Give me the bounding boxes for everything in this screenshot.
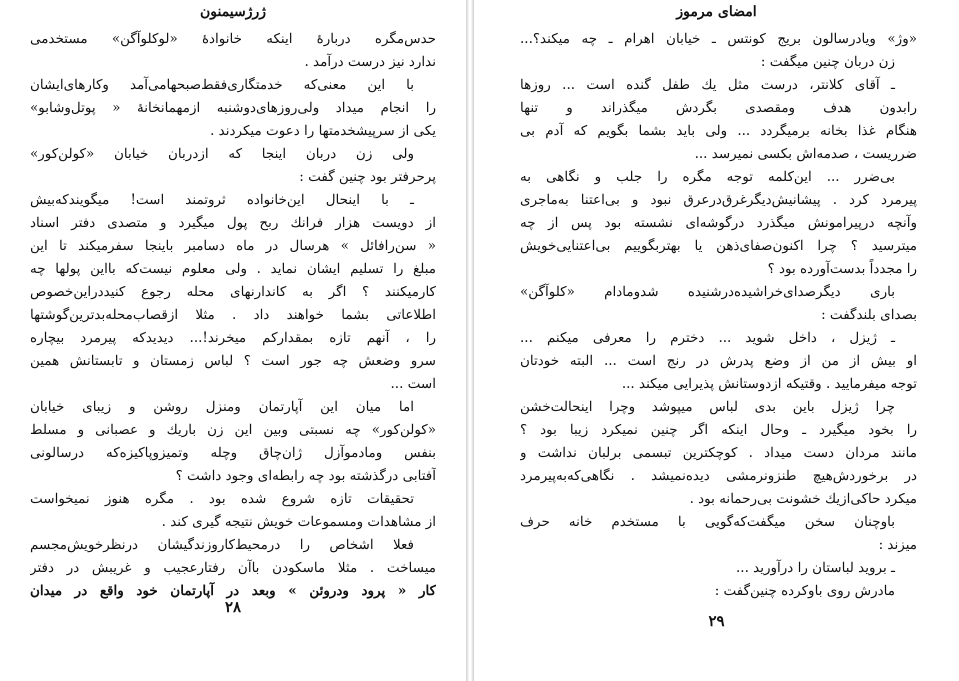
text-line: اطلاعاتی بشما خواهند داد . مثلا ازقصاب‌محله‌بدترین‌گوشتها: [30, 307, 436, 323]
text-line: پرحرفتر بود چنین گفت :: [299, 169, 436, 185]
text-line: را ، آنهم تازه بمقدارکم میخرند!... دیدید‌که پیرمرد بیچاره: [30, 330, 436, 346]
text-line: رابدون هدف ومقصدی بگردش میگذراند و تنها: [520, 100, 917, 116]
text-line: مادرش روی باو‌کرده چنین‌گفت :: [714, 583, 895, 599]
text-line: پیرمرد کرد . پیشانیش‌دیگرغرق‌درعرق نبود و بی‌اعتنا به‌ماجری: [520, 192, 917, 208]
text-line: میکرد حاکی‌ازیك خشونت بی‌رحمانه بود .: [689, 491, 917, 507]
page-number-right: ۲۹: [708, 612, 725, 630]
text-line: با این معنی‌که خدمتگاری‌فقط‌صبحها‌می‌آمد وکارهای‌ایشان: [30, 77, 414, 93]
right-page-text: [520, 28, 917, 603]
text-line: توجه میفرمایید . وقتیکه ازدوستانش پذیرایی میکند ...: [621, 376, 917, 392]
text-line: را مجدداً بدست‌آورده بود ؟: [767, 261, 917, 277]
text-line: باری دیگرصدای‌خراشیده‌درشنیده شدومادام «کلوآگن»: [520, 284, 895, 300]
text-line: ضرریست ، صدمه‌اش بکسی نمیرسد ...: [694, 146, 917, 162]
text-line: تحقیقات تازه شروع شده بود . مگره هنوز نمیخواست: [30, 491, 414, 507]
text-line: حدس‌مگره دربارهٔ اینکه خانوادهٔ «لوکلوآگن» مستخدمی: [30, 31, 436, 47]
text-line: کار « پرود ودروئن » وبعد در آپارتمان خود واقع در میدان: [30, 583, 436, 599]
text-line: ـ آقای کلانتر، درست مثل یك طفل گنده است ... روزها: [520, 77, 895, 93]
text-line: از مشاهدات ومسموعات خویش نتیجه گیری کند .: [161, 514, 436, 530]
text-line: میزند :: [878, 537, 917, 553]
text-line: وآنچه درپیرامونش میگذرد درگوشه‌ای نشسته بود پس از چه: [520, 215, 917, 231]
left-page: [0, 0, 466, 681]
text-line: فعلا اشخاص را درمحیط‌کاروزندگیشان درنظرخویش‌مجسم: [30, 537, 414, 553]
running-header-right: امضای مرموز: [676, 4, 757, 20]
text-line: زن دربان چنین میگفت :: [760, 54, 895, 70]
text-line: سرو وضعش چه جور است ؟ لباس زمستان و تابستانش همین: [30, 353, 436, 369]
text-line: بنفس ومادموآزل ژان‌چاق وچله وتمیزوپاکیزه‌که درسالونی: [30, 445, 436, 461]
text-line: بصدای بلند‌گفت :: [821, 307, 917, 323]
text-line: آفتابی درگذشته بود چه رابطه‌ای وجود داشت ؟: [175, 468, 436, 484]
text-line: ـ ژیزل ، داخل شوید ... دخترم را معرفی میکنم ...: [520, 330, 895, 346]
text-line: او بیش از من از وضع پدرش در رنج است ... البته خودتان: [520, 353, 917, 369]
text-line: اما میان این آپارتمان ومنزل روشن و زیبای خیابان: [30, 399, 414, 415]
text-line: از دویست هزار فرانك ربح پول میگیرد و متصدی دفتر اسناد: [30, 215, 436, 231]
text-line: کارمیکنند ؟ اگر به کاندارنهای محله رجوع کنیددراین‌خصوص: [30, 284, 436, 300]
text-line: «وژ» ویادرسالون بریج کونتس ـ خیابان اهرام ـ چه میکند؟...: [520, 31, 917, 47]
text-line: را بخود میگیرد ـ وحال اینکه اگر چنین نمیکرد زیبا بود ؟: [520, 422, 917, 438]
text-line: بی‌ضرر ... این‌کلمه توجه مگره را جلب و نگاهی به: [520, 169, 895, 185]
text-line: است ...: [390, 376, 436, 392]
left-page-text: [30, 28, 436, 603]
book-gutter: [466, 0, 474, 681]
text-line: « سن‌رافائل » هرسال در ماه دسامبر باینجا سفرمیکند تا این: [30, 238, 436, 254]
text-line: «کولن‌کور» چه نسبتی وبین این زن باریك و عصبانی و مسلط: [30, 422, 436, 438]
right-page: [474, 0, 959, 681]
text-line: چرا ژیزل باین بدی لباس میپوشد وچرا اینحالت‌خشن: [520, 399, 895, 415]
text-line: مبلغ را تسلیم ایشان نماید . ولی معلوم نیست‌که بااین پولها چه: [30, 261, 436, 277]
text-line: ندارد نیز درست درآمد .: [304, 54, 436, 70]
text-line: هنگام غذا بخانه برمیگردد ... ولی باید بشما بگویم که آدم بی: [520, 123, 917, 139]
text-line: ـ بروید لباستان را درآورید ...: [735, 560, 895, 576]
page-number-left: ۲۸: [224, 598, 242, 616]
text-line: میترسید ؟ چرا اکنون‌صفای‌ذهن یا بهتربگوییم بی‌اعتنایی‌خویش: [520, 238, 917, 254]
text-line: مانند مردان دست میداد . کوچکترین تبسمی برلبان نداشت و: [520, 445, 917, 461]
text-line: را انجام میداد ولی‌روزهای‌دوشنبه ازمهمانخانهٔ « پوتل‌وشا‌بو»: [30, 100, 436, 116]
text-line: باوچنان سخن میگفت‌که‌گویی با مستخدم خانه حرف: [520, 514, 895, 530]
text-line: ـ با اینحال این‌خانواده ثروتمند است! میگویند‌که‌بیش: [30, 192, 414, 208]
running-header-left: ژرژسیمنون: [199, 4, 267, 20]
text-line: میساخت . مثلا ماسکودن باآن رفتارعجیب و غریبش در دفتر: [30, 560, 436, 576]
text-line: ولی زن دربان اینجا که ازدربان خیابان «کولن‌کور»: [30, 146, 414, 162]
text-line: یکی از سرپیشخدمتها را دعوت میکردند .: [210, 123, 436, 139]
text-line: در برخوردش‌هیچ طنزونرمشی دیده‌نمیشد . نگاهی‌که‌به‌پیرمرد: [520, 468, 917, 484]
